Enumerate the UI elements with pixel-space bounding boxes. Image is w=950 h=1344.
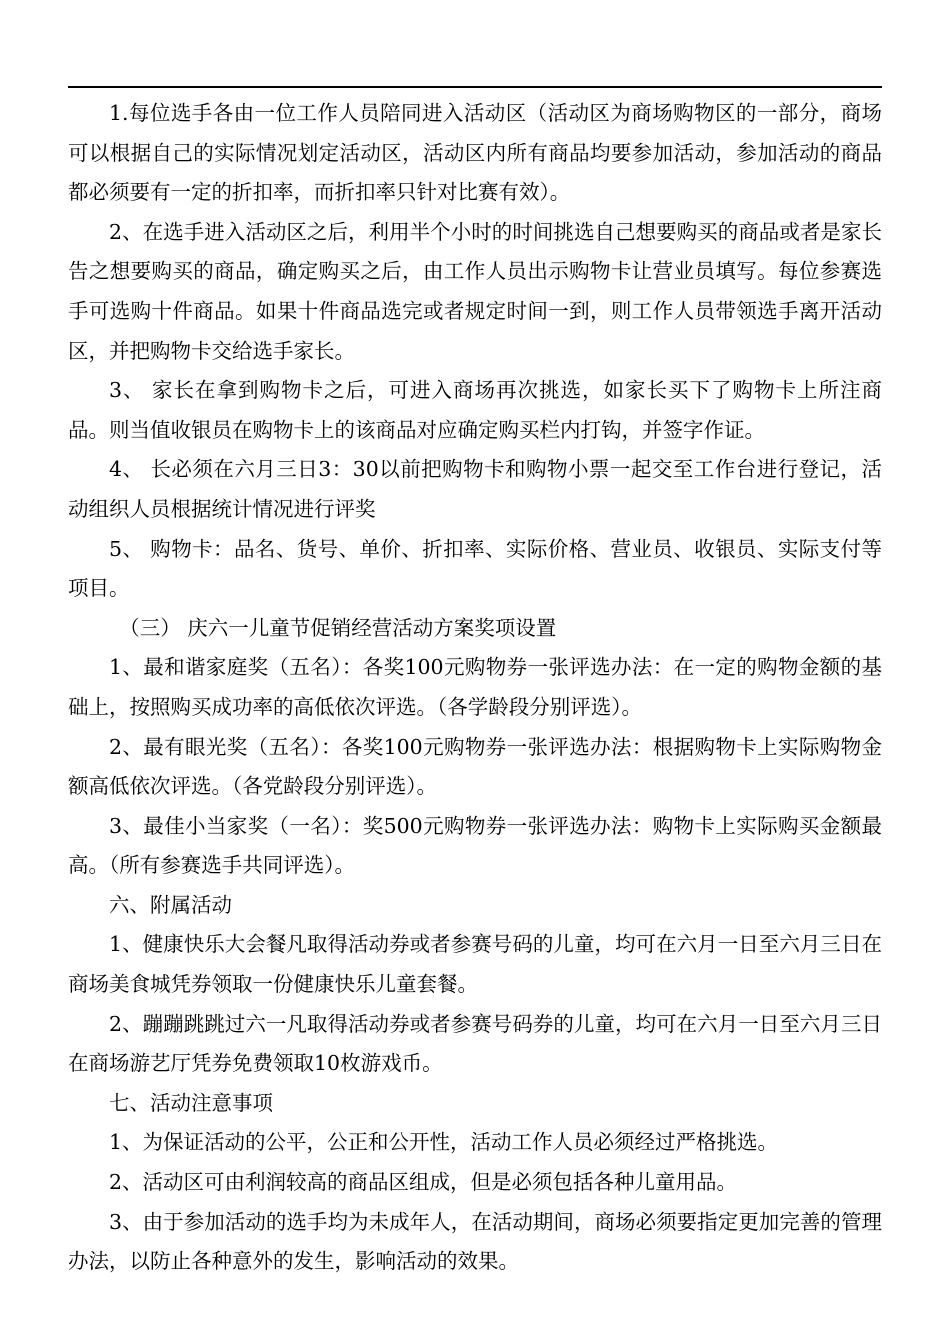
paragraph: 2、蹦蹦跳跳过六一凡取得活动券或者参赛号码券的儿童，均可在六月一日至六月三日在商场游艺厅凭券免费领取10枚游戏币。 [68,1011,882,1076]
section-heading: 六、附属活动 [109,892,232,917]
section-heading: 七、活动注意事项 [109,1090,273,1115]
document-body [68,94,882,1282]
paragraph: 2、活动区可由利润较高的商品区组成，但是必须包括各种儿童用品。 [109,1170,738,1195]
paragraph: 1、最和谐家庭奖（五名）：各奖100元购物券一张评选办法：在一定的购物金额的基础上，按照购买成功率的高低依次评选。（各学龄段分别评选）。 [68,655,882,719]
paragraph: 5、 购物卡：品名、货号、单价、折扣率、实际价格、营业员、收银员、实际支付等项目。 [68,536,882,601]
paragraph: 2、最有眼光奖（五名）：各奖100元购物券一张评选办法：根据购物卡上实际购物金额高低依次评选。（各党龄段分别评选）。 [68,734,882,799]
section-heading: （三） 庆六一儿童节促销经营活动方案奖项设置 [119,615,557,640]
paragraph: 2、在选手进入活动区之后，利用半个小时的时间挑选自己想要购买的商品或者是家长告之想要购买的商品，确定购买之后，由工作人员出示购物卡让营业员填写。每位参赛选手可选购十件商品。如果十件商品选完或者规定时间一到，则工作人员带领选手离开活动区，并把购物卡交给选手家长。 [68,219,882,363]
paragraph: 3、 家长在拿到购物卡之后，可进入商场再次挑选，如家长买下了购物卡上所注商品。则当值收银员在购物卡上的该商品对应确定购买栏内打钩，并签字作证。 [68,378,882,442]
paragraph: 4、 长必须在六月三日3：30以前把购物卡和购物小票一起交至工作台进行登记，活动组织人员根据统计情况进行评奖 [68,457,882,521]
paragraph: 1.每位选手各由一位工作人员陪同进入活动区（活动区为商场购物区的一部分，商场可以根据自己的实际情况划定活动区，活动区内所有商品均要参加活动，参加活动的商品都必须要有一定的折扣率，而折扣率只针对比赛有效）。 [68,101,882,205]
paragraph: 3、最佳小当家奖（一名）：奖500元购物券一张评选办法：购物卡上实际购买金额最高。（所有参赛选手共同评选）。 [68,813,882,878]
paragraph: 3、由于参加活动的选手均为未成年人，在活动期间，商场必须要指定更加完善的管理办法，以防止各种意外的发生，影响活动的效果。 [68,1209,882,1274]
paragraph: 1、健康快乐大会餐凡取得活动券或者参赛号码的儿童，均可在六月一日至六月三日在商场美食城凭券领取一份健康快乐儿童套餐。 [68,932,882,997]
header-rule [68,86,882,88]
paragraph: 1、为保证活动的公平，公正和公开性，活动工作人员必须经过严格挑选。 [109,1130,779,1155]
